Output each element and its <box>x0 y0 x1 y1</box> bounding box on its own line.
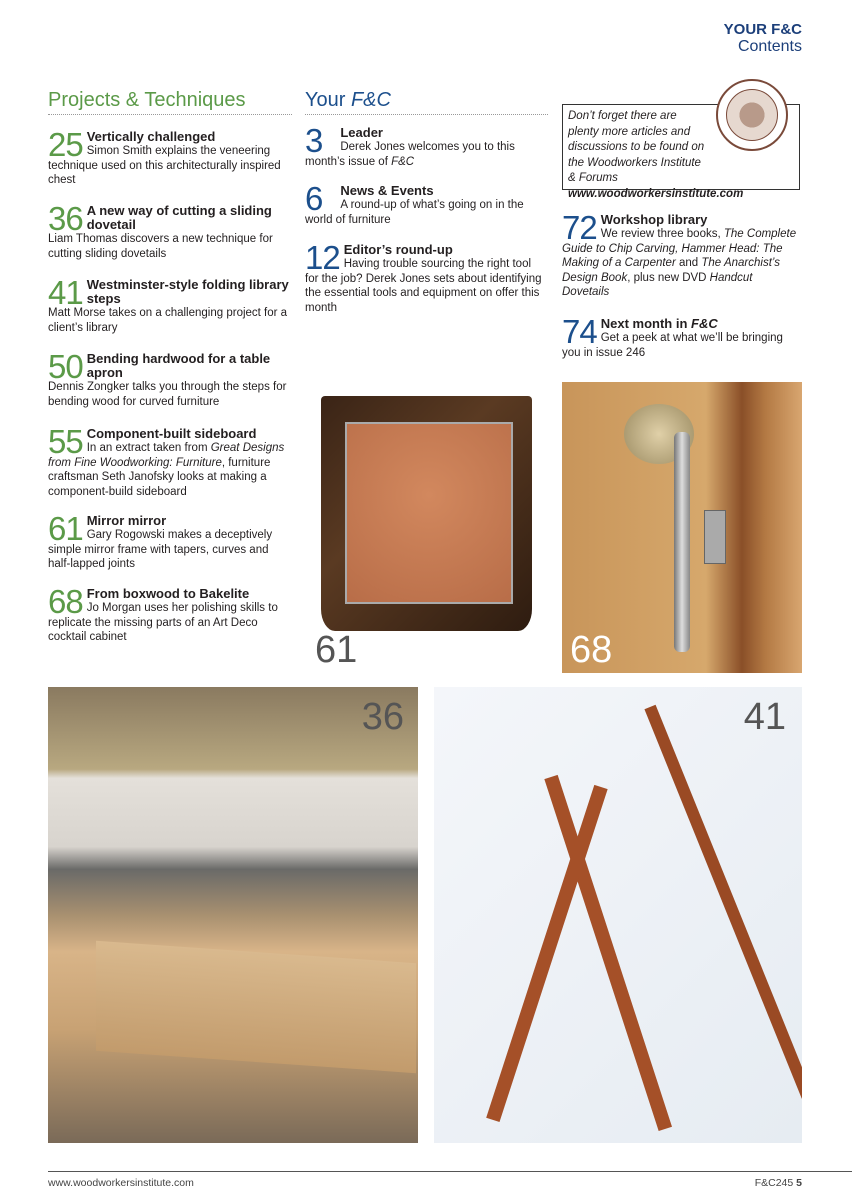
page-number: 55 <box>48 423 83 460</box>
entry-title: News & Events <box>340 183 434 198</box>
entry-desc-book: The Anarchist’s Design Book <box>562 257 780 284</box>
page-number: 41 <box>48 274 83 311</box>
entry-desc: Derek Jones welcomes you to this month’s issue of <box>305 141 515 168</box>
page-number: 61 <box>48 510 83 547</box>
step-stringer <box>544 775 672 1131</box>
entry-title: Bending hardwood for a table apron <box>86 351 271 380</box>
page-number: 6 <box>305 180 323 217</box>
entry-title <box>562 317 802 331</box>
mirror-panel <box>345 422 513 604</box>
footer-url[interactable]: www.woodworkersinstitute.com <box>48 1177 194 1189</box>
entry-title: Component-built sideboard <box>86 426 257 441</box>
entry-title-italic: F&C <box>691 316 718 331</box>
page-number: 36 <box>48 200 83 237</box>
footer-folio <box>755 1177 802 1189</box>
page-number: 68 <box>48 583 83 620</box>
entry-desc: Jo Morgan uses her polishing skills to replicate the missing parts of an Art Deco cocktail cabinet <box>48 602 278 644</box>
section-title-text: Your <box>305 89 351 111</box>
entry-desc: , plus new DVD <box>627 271 710 284</box>
contents-entry[interactable] <box>305 239 545 315</box>
entry-desc: A round-up of what’s going on in the world of furniture <box>305 199 524 226</box>
contents-entry[interactable] <box>562 209 802 300</box>
entry-desc: Having trouble sourcing the right tool for the job? Derek Jones sets about identifying the essential tools and equipment on offer this month <box>305 258 542 314</box>
step-leg <box>486 785 607 1122</box>
entry-desc-book: Great Designs from Fine Woodworking: Furniture <box>48 442 285 469</box>
entry-desc: Dennis Zongker talks you through the steps for bending wood for curved furniture <box>48 381 287 408</box>
section-title-your-fc <box>305 88 548 115</box>
contents-entry[interactable] <box>48 510 292 572</box>
page-number: 50 <box>48 348 83 385</box>
promo-link[interactable]: www.woodworkersinstitute.com <box>568 187 744 200</box>
issue-number: F&C245 <box>754 1177 794 1189</box>
entry-desc: We review three books, <box>600 228 724 240</box>
step-rail <box>644 705 802 1099</box>
keyhole-plate <box>704 510 726 564</box>
image-page-label: 61 <box>315 629 358 671</box>
entry-desc-italic: F&C <box>391 155 415 168</box>
mirror-frame-photo <box>305 382 548 673</box>
image-page-label: 68 <box>570 629 613 671</box>
section-header <box>724 22 802 56</box>
sliding-dovetail-photo <box>48 687 418 1143</box>
entry-desc: Liam Thomas discovers a new technique for cutting sliding dovetails <box>48 233 273 260</box>
header-subtitle: Contents <box>737 38 802 55</box>
woodworkers-institute-seal-logo <box>716 79 788 151</box>
page-number: 72 <box>562 209 597 246</box>
entry-desc: Get a peek at what we’ll be bringing you in issue 246 <box>562 332 783 359</box>
entry-desc: Simon Smith explains the veneering technique used on this architecturally inspired chest <box>48 145 281 187</box>
contents-entry[interactable] <box>48 200 292 261</box>
contents-entry[interactable] <box>562 313 802 360</box>
header-title: YOUR F&C <box>723 21 802 38</box>
entry-title: From boxwood to Bakelite <box>86 586 250 601</box>
contents-entry[interactable] <box>305 122 545 169</box>
entry-desc-book: The Complete Guide to Chip Carving, Hammer Head: The Making of a Carpenter <box>562 228 797 270</box>
entry-title: Workshop library <box>600 212 708 227</box>
promo-text: Don’t forget there are plenty more articles and discussions to be found on the Woodworkers Institute & Forums <box>568 110 705 184</box>
door-knob-photo <box>562 382 802 673</box>
image-page-label: 41 <box>743 696 786 738</box>
entry-desc: and <box>675 257 702 270</box>
contents-entry[interactable] <box>48 348 292 409</box>
entry-desc: , furniture craftsman Seth Janofsky looks at making a component-build sideboard <box>48 456 271 498</box>
contents-entry[interactable] <box>48 583 292 645</box>
entry-desc: Gary Rogowski makes a deceptively simple mirror frame with tapers, curves and half-lapped joints <box>48 529 273 571</box>
entry-title: Mirror mirror <box>86 513 167 528</box>
page-number: 3 <box>305 122 323 159</box>
entry-title-text: Next month in <box>600 316 691 331</box>
section-title-italic: F&C <box>350 89 391 111</box>
contents-entry[interactable] <box>48 423 292 499</box>
entry-desc: Matt Morse takes on a challenging project for a client’s library <box>48 307 288 334</box>
entry-desc-dvd: Handcut Dovetails <box>562 271 753 299</box>
contents-entry[interactable] <box>305 180 545 227</box>
entry-title: Editor’s round-up <box>343 242 453 257</box>
entry-title: Vertically challenged <box>86 129 216 144</box>
entry-title: A new way of cutting a sliding dovetail <box>86 203 272 232</box>
contents-entry[interactable] <box>48 274 292 335</box>
page-number: 25 <box>48 126 83 163</box>
wood-board <box>96 941 416 1073</box>
entry-title: Westminster-style folding library steps <box>86 277 289 306</box>
page-number: 12 <box>305 239 340 276</box>
footer-divider <box>48 1171 852 1172</box>
library-steps-photo <box>434 687 802 1143</box>
section-title-projects: Projects & Techniques <box>48 88 292 115</box>
entry-desc: In an extract taken from <box>86 442 211 454</box>
image-page-label: 36 <box>361 696 404 738</box>
page-number: 74 <box>562 313 597 350</box>
contents-entry[interactable] <box>48 126 292 188</box>
entry-title: Leader <box>340 125 383 140</box>
handle <box>674 432 690 652</box>
page-number: 5 <box>796 1177 802 1189</box>
